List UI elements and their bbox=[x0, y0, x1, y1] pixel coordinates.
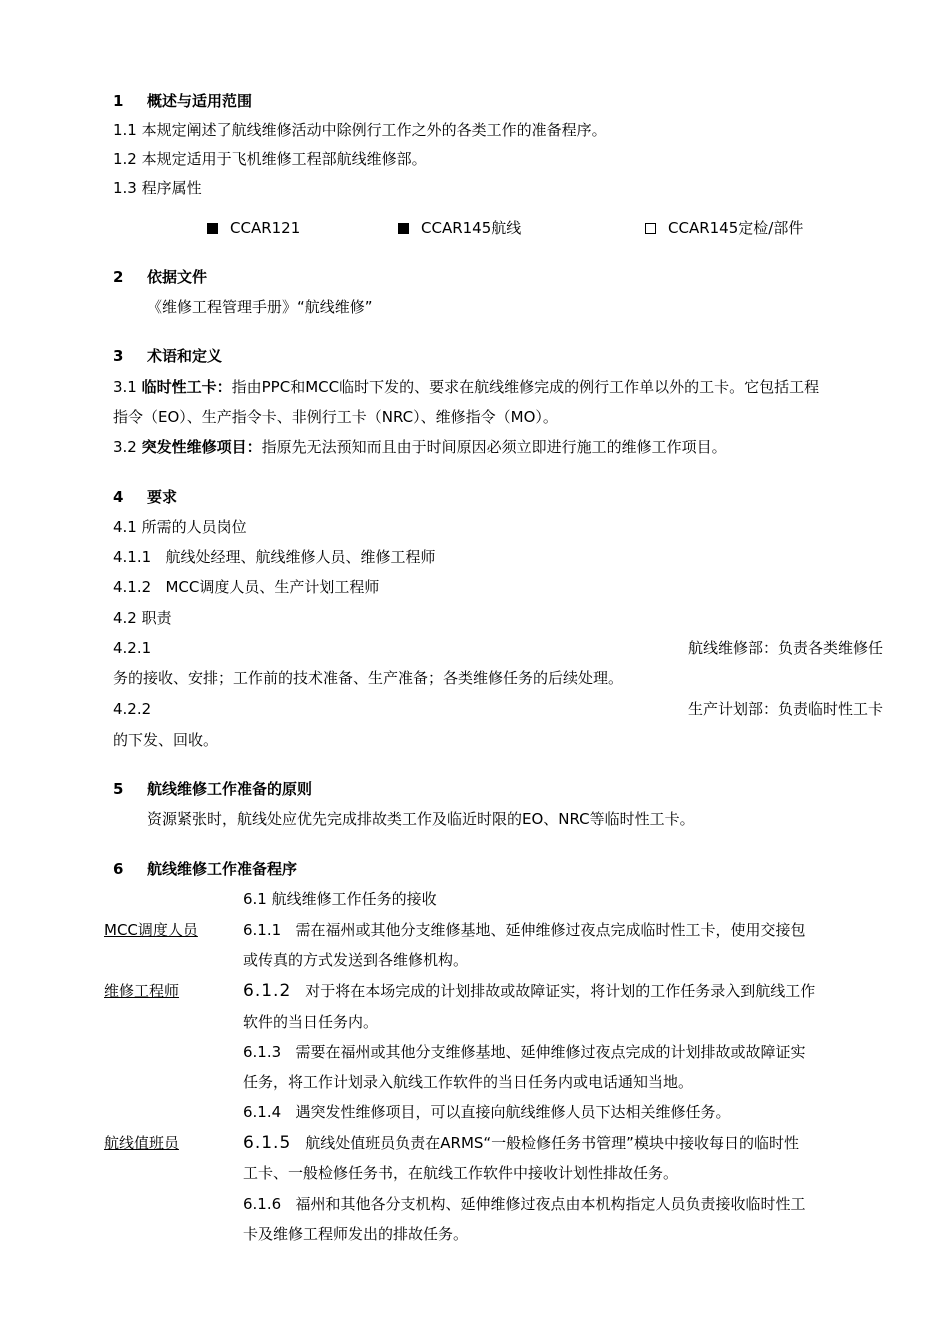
paragraph-6-1-4: 6.1.4 遇突发性维修项目，可以直接向航线维修人员下达相关维修任务。 bbox=[243, 1103, 731, 1121]
clause-text: 航线处值班员负责在ARMS“一般检修任务书管理”模块中接收每日的临时性 bbox=[305, 1134, 799, 1152]
section-6-heading bbox=[113, 859, 297, 879]
section-title: 概述与适用范围 bbox=[147, 92, 253, 110]
section-number: 5 bbox=[113, 780, 124, 798]
definition-3-2 bbox=[113, 437, 727, 457]
paragraph-1-1: 1.1 本规定阐述了航线维修活动中除例行工作之外的各类工作的准备程序。 bbox=[113, 121, 607, 139]
definition-text: 指原先无法预知而且由于时间原因必须立即进行施工的维修工作项目。 bbox=[261, 438, 727, 456]
responsibility-4-2-2-continued: 的下发、回收。 bbox=[113, 731, 219, 749]
section-number: 1 bbox=[113, 92, 124, 110]
role-line-duty-officer: 航线值班员 bbox=[104, 1134, 180, 1152]
paragraph-6-1-3: 6.1.3 需要在福州或其他分支维修基地、延伸维修过夜点完成的计划排故或故障证实 bbox=[243, 1043, 806, 1061]
responsibility-4-2-2-number: 4.2.2 bbox=[113, 700, 152, 718]
paragraph-1-2: 1.2 本规定适用于飞机维修工程部航线维修部。 bbox=[113, 150, 427, 168]
section-title: 要求 bbox=[147, 488, 178, 506]
section-number: 2 bbox=[113, 268, 124, 286]
section-2-heading bbox=[113, 267, 207, 287]
section-title: 依据文件 bbox=[147, 268, 208, 286]
section-4-heading bbox=[113, 487, 177, 507]
clause-number: 6.1.2 bbox=[243, 981, 292, 1001]
paragraph-4-2: 4.2 职责 bbox=[113, 609, 172, 627]
attribute-label: CCAR145航线 bbox=[421, 219, 522, 237]
attribute-label: CCAR121 bbox=[230, 219, 301, 237]
empty-square-checkbox-icon bbox=[645, 223, 656, 234]
section-5-heading bbox=[113, 779, 312, 799]
section-title: 航线维修工作准备程序 bbox=[147, 860, 298, 878]
paragraph-4-1: 4.1 所需的人员岗位 bbox=[113, 518, 247, 536]
paragraph-4-1-2: 4.1.2 MCC调度人员、生产计划工程师 bbox=[113, 578, 380, 596]
responsibility-4-2-1-text: 航线维修部：负责各类维修任 bbox=[687, 639, 883, 657]
section-1-heading bbox=[113, 91, 252, 111]
section-title: 航线维修工作准备的原则 bbox=[147, 780, 313, 798]
paragraph-6-1-5 bbox=[243, 1133, 799, 1153]
clause-number: 6.1.5 bbox=[243, 1133, 292, 1153]
definition-term: 临时性工卡： bbox=[141, 378, 232, 396]
definition-text: 指由PPC和MCC临时下发的、要求在航线维修完成的例行工作单以外的工卡。它包括工程 bbox=[231, 378, 820, 396]
paragraph-6-1-2-continued: 软件的当日任务内。 bbox=[243, 1013, 379, 1031]
responsibility-4-2-2-text: 生产计划部：负责临时性工卡 bbox=[687, 700, 883, 718]
principle-paragraph: 资源紧张时，航线处应优先完成排故类工作及临近时限的EO、NRC等临时性工卡。 bbox=[147, 810, 695, 828]
attribute-label: CCAR145定检/部件 bbox=[668, 219, 804, 237]
paragraph-1-3: 1.3 程序属性 bbox=[113, 179, 202, 197]
responsibility-4-2-1-continued: 务的接收、安排；工作前的技术准备、生产准备；各类维修任务的后续处理。 bbox=[113, 669, 624, 687]
reference-document: 《维修工程管理手册》“航线维修” bbox=[147, 298, 373, 316]
attribute-ccar145-check bbox=[645, 218, 803, 238]
filled-square-checkbox-icon bbox=[398, 223, 409, 234]
role-mcc-dispatcher: MCC调度人员 bbox=[104, 921, 198, 939]
attribute-ccar145-line bbox=[398, 218, 521, 238]
definition-3-1-continued: 指令（EO）、生产指令卡、非例行工卡（NRC）、维修指令（MO）。 bbox=[113, 408, 558, 426]
subsection-6-1-title: 6.1 航线维修工作任务的接收 bbox=[243, 890, 437, 908]
section-number: 3 bbox=[113, 347, 124, 365]
definition-number: 3.2 bbox=[113, 438, 142, 456]
paragraph-6-1-1-continued: 或传真的方式发送到各维修机构。 bbox=[243, 951, 469, 969]
section-number: 4 bbox=[113, 488, 124, 506]
paragraph-6-1-5-continued: 工卡、一般检修任务书，在航线工作软件中接收计划性排故任务。 bbox=[243, 1164, 679, 1182]
definition-number: 3.1 bbox=[113, 378, 142, 396]
paragraph-6-1-6: 6.1.6 福州和其他各分支机构、延伸维修过夜点由本机构指定人员负责接收临时性工 bbox=[243, 1195, 806, 1213]
definition-term: 突发性维修项目： bbox=[141, 438, 262, 456]
section-number: 6 bbox=[113, 860, 124, 878]
paragraph-6-1-2 bbox=[243, 981, 815, 1001]
filled-square-checkbox-icon bbox=[207, 223, 218, 234]
paragraph-4-1-1: 4.1.1 航线处经理、航线维修人员、维修工程师 bbox=[113, 548, 436, 566]
definition-3-1 bbox=[113, 377, 819, 397]
paragraph-6-1-1: 6.1.1 需在福州或其他分支维修基地、延伸维修过夜点完成临时性工卡，使用交接包 bbox=[243, 921, 806, 939]
responsibility-4-2-1-number: 4.2.1 bbox=[113, 639, 152, 657]
attribute-ccar121 bbox=[207, 218, 300, 238]
role-maintenance-engineer: 维修工程师 bbox=[104, 982, 180, 1000]
section-title: 术语和定义 bbox=[147, 347, 223, 365]
paragraph-6-1-6-continued: 卡及维修工程师发出的排故任务。 bbox=[243, 1225, 469, 1243]
clause-text: 对于将在本场完成的计划排故或故障证实，将计划的工作任务录入到航线工作 bbox=[305, 982, 816, 1000]
paragraph-6-1-3-continued: 任务，将工作计划录入航线工作软件的当日任务内或电话通知当地。 bbox=[243, 1073, 694, 1091]
section-3-heading bbox=[113, 346, 222, 366]
